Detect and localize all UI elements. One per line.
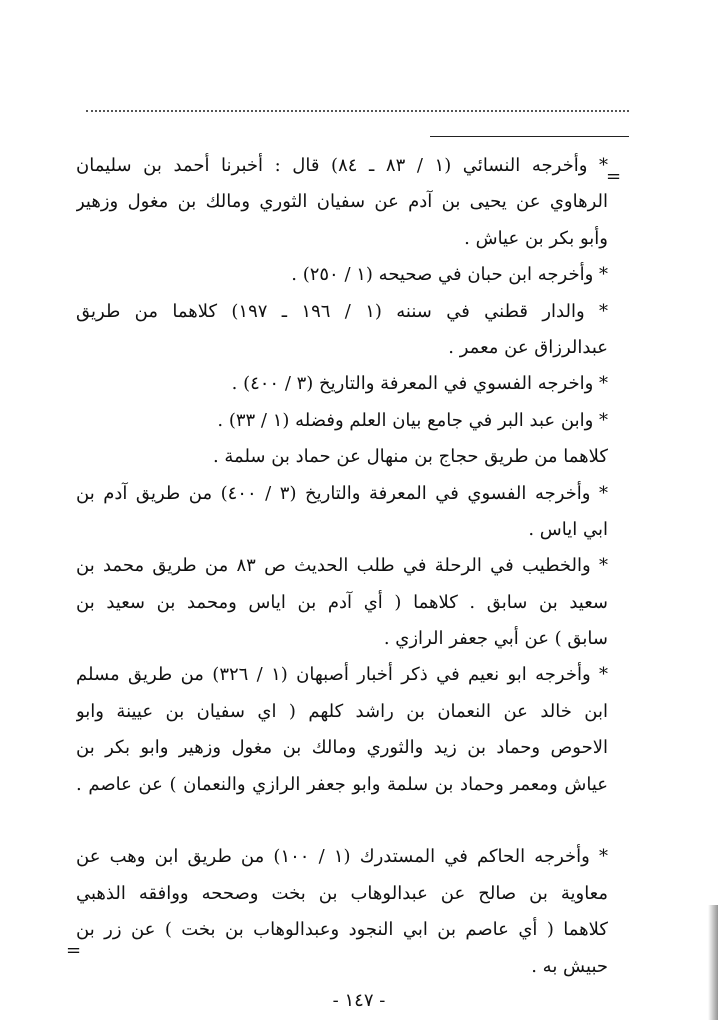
text-line: * وابن عبد البر في جامع بيان العلم وفضله (١ / ٣٣) . <box>217 409 608 431</box>
text-line: * والخطيب في الرحلة في طلب الحديث ص ٨٣ من طريق محمد بن <box>76 555 608 577</box>
text-line: * والدار قطني في سننه (١ / ١٩٦ ـ ١٩٧) كلاهما من طريق <box>76 300 608 322</box>
text-line: * واخرجه الفسوي في المعرفة والتاريخ (٣ / ٤٠٠) . <box>231 373 608 395</box>
text-line: ابن خالد عن النعمان بن راشد كلهم ( اي سفيان بن عيينة وابو <box>76 700 608 722</box>
text-line: * وأخرجه الحاكم في المستدرك (١ / ١٠٠) من طريق ابن وهب عن <box>76 846 608 868</box>
page-edge-shadow <box>708 905 718 1020</box>
dotted-separator <box>86 110 629 112</box>
text-line: عبدالرزاق عن معمر . <box>448 336 608 358</box>
text-line: * وأخرجه ابو نعيم في ذكر أخبار أصبهان (١ / ٣٢٦) من طريق مسلم <box>76 664 608 686</box>
blank-line <box>76 803 608 839</box>
page-number: - ١٤٧ - <box>332 990 386 1011</box>
text-line: معاوية بن صالح عن عبدالوهاب بن بخت وصححه ووافقه الذهبي <box>76 882 608 904</box>
text-line: الرهاوي عن يحيى بن آدم عن سفيان الثوري ومالك بن مغول وزهير <box>76 191 608 213</box>
continuation-marker-top: = <box>606 166 622 187</box>
text-line: عياش ومعمر وحماد بن سلمة وابو جعفر الرازي والنعمان ) عن عاصم . <box>76 773 608 795</box>
text-line: وأبو بكر بن عياش . <box>464 227 608 249</box>
footnote-rule <box>430 136 629 137</box>
text-line: * وأخرجه الفسوي في المعرفة والتاريخ (٣ / ٤٠٠) من طريق آدم بن <box>76 482 608 504</box>
text-line: سابق ) عن أبي جعفر الرازي . <box>383 628 608 650</box>
text-line: سعيد بن سابق . كلاهما ( أي آدم بن اياس ومحمد بن سعيد بن <box>76 591 608 613</box>
text-line: حبيش به . <box>531 955 608 977</box>
continuation-marker-bottom: = <box>66 940 82 961</box>
footnote-text <box>76 148 608 985</box>
text-line: كلاهما من طريق حجاج بن منهال عن حماد بن سلمة . <box>212 446 608 468</box>
text-line: * وأخرجه ابن حبان في صحيحه (١ / ٢٥٠) . <box>291 264 608 286</box>
text-line: ابي اياس . <box>528 518 608 540</box>
text-line: الاحوص وحماد بن زيد والثوري ومالك بن مغول وزهير وابو بكر بن <box>76 737 608 759</box>
text-line: كلاهما ( أي عاصم بن ابي النجود وعبدالوهاب بن بخت ) عن زر بن <box>76 919 608 941</box>
text-line: * وأخرجه النسائي (١ / ٨٣ ـ ٨٤) قال : أخبرنا أحمد بن سليمان <box>76 155 608 176</box>
